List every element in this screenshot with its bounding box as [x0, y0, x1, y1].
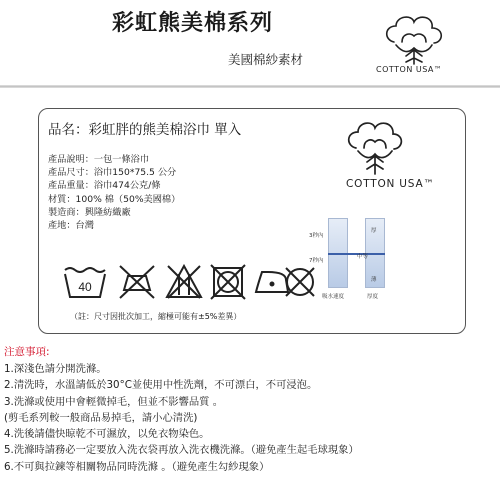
spec-row: 產地：台灣 [48, 220, 94, 232]
series-subtitle: 美國棉紗素材 [228, 52, 304, 67]
list-item: (剪毛系列較一般商品易掉毛，請小心清洗) [4, 411, 198, 424]
header-divider [0, 85, 500, 88]
series-title: 彩虹熊美棉系列 [112, 11, 274, 36]
list-item: 3.洗滌或使用中會輕微掉毛，但並不影響品質 。 [4, 395, 224, 408]
cotton-boll-icon [338, 116, 412, 178]
list-item: 4.洗後請儘快晾乾不可濕放，以免衣物染色。 [4, 428, 210, 441]
spec-row: 產品尺寸：浴巾150*75.5 公分 [48, 167, 177, 179]
list-item: 5.洗滌時請務必一定要放入洗衣袋再放入洗衣機洗滌。（避免產生起毛球現象） [4, 444, 359, 457]
gauge-tick: 7秒內 [309, 258, 324, 264]
size-variance-note: （註：尺寸因批次加工，縮極可能有±5%差異） [70, 312, 242, 321]
list-item: 1.深淺色請分開洗滌。 [4, 363, 107, 375]
spec-list [48, 153, 180, 232]
card-logo-caption: COTTON USA™ [346, 178, 435, 190]
gauge-tick: 3秒內 [309, 233, 324, 239]
product-name: 品名：彩虹胖的熊美棉浴巾 單入 [48, 122, 242, 138]
no-tumble-dry-icon [208, 262, 248, 302]
care-notes-list [4, 361, 359, 475]
list-item: 6.不可與拉鍊等相關物品同時洗滌 。（避免產生勾紗現象） [4, 460, 270, 473]
wash-temperature: 40 [78, 280, 92, 294]
gauge-caption: 吸水速度 [322, 294, 345, 300]
wash-40-icon [62, 262, 108, 302]
spec-row: 材質：100% 棉（50%美國棉） [48, 193, 181, 205]
spec-row: 產品重量：浴巾474公克/條 [48, 180, 161, 192]
header-logo-caption: COTTON USA™ [376, 65, 443, 74]
gauge-tick: 厚 [371, 228, 377, 234]
notes-heading: 注意事項: [4, 346, 50, 358]
cotton-usa-logo-icon [372, 8, 456, 72]
list-item: 2.清洗時，水溫請低於30°C並使用中性洗劑，不可漂白，不可浸泡。 [4, 379, 318, 392]
spec-row: 產品說明：一包一條浴巾 [48, 154, 150, 165]
gauge-tick: 中等 [357, 254, 369, 260]
gauge-caption: 厚度 [367, 294, 379, 300]
no-bleach-triangle-icon [164, 262, 204, 302]
spec-row: 製造商：興隆紡織廠 [48, 206, 131, 218]
no-bleach-icon [116, 262, 158, 302]
gauge-tick: 薄 [371, 277, 377, 283]
no-dry-clean-icon [280, 262, 320, 302]
